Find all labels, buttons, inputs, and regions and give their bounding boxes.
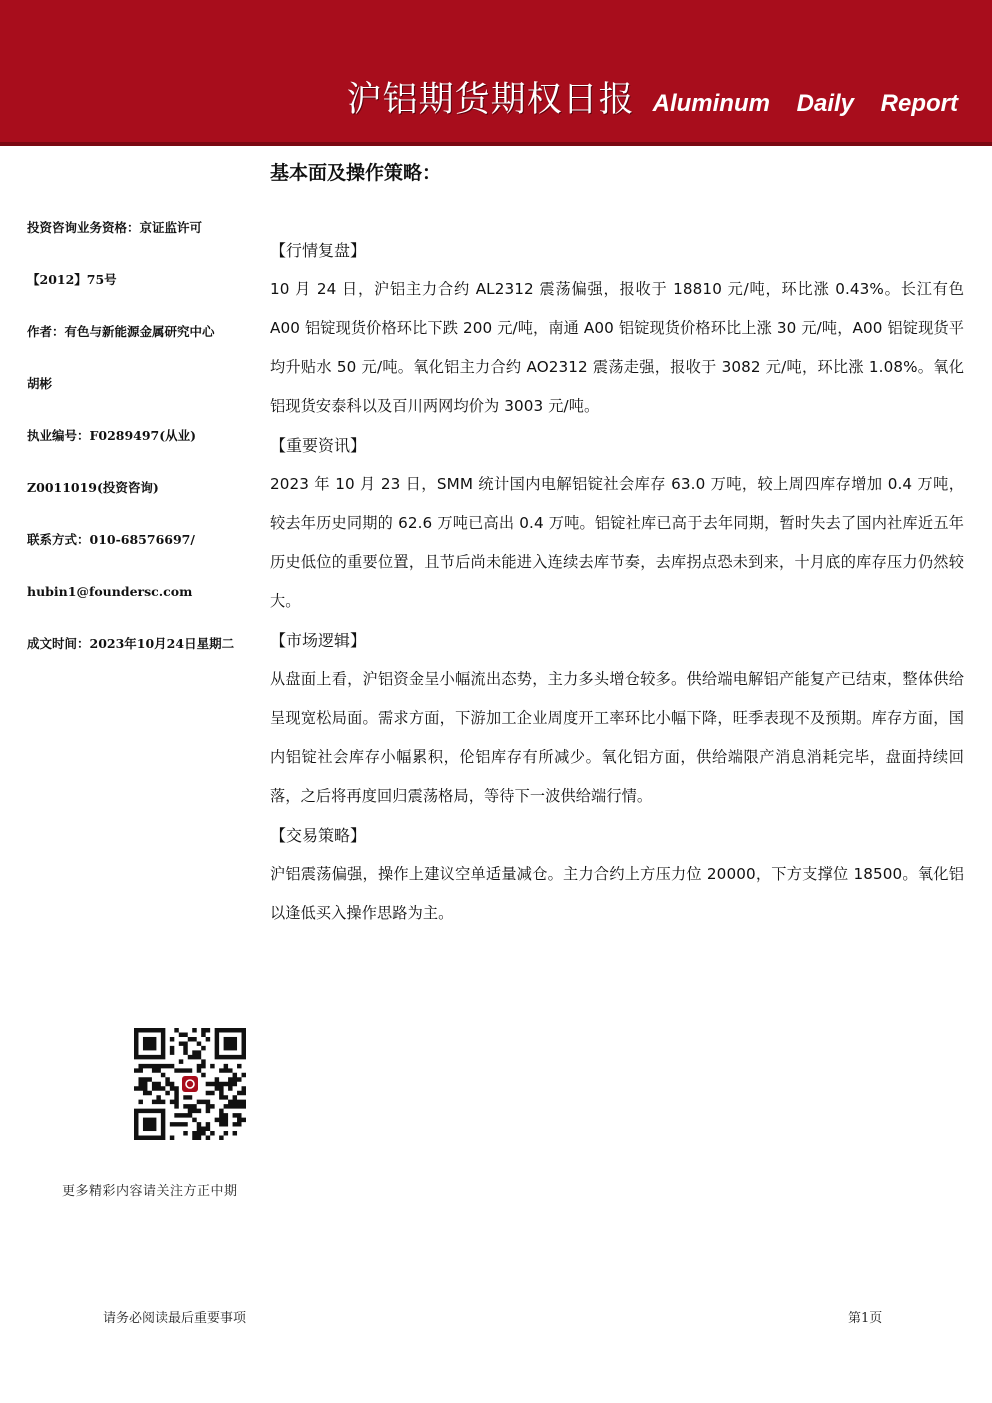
report-header — [0, 0, 992, 142]
block-text: 2023 年 10 月 23 日，SMM 统计国内电解铝锭社会库存 63.0 万吨，较上周四库存增加 0.4 万吨，较去年历史同期的 62.6 万吨已高出 0.4 万吨。铝锭社库已高于去年同期，暂时失去了国内社库近五年历史低位的重要位置，且节后尚未能进入连续去库节奏，去库拐点恐未到来，十月底的库存压力仍然较大。 — [270, 475, 964, 610]
report-title-en: Aluminum Daily Report — [652, 90, 958, 117]
block-title: 【交易策略】 — [270, 826, 367, 845]
block-key-news — [270, 426, 964, 621]
qualification-line-2: 【2012】75号 — [27, 272, 117, 287]
contact-email[interactable]: hubin1@foundersc.com — [27, 584, 193, 599]
page-number: 第1页 — [848, 1311, 883, 1326]
author-info — [27, 218, 267, 686]
report-title-cn: 沪铝期货期权日报 — [346, 80, 635, 120]
block-title: 【重要资讯】 — [270, 436, 367, 455]
qr-caption: 更多精彩内容请关注方正中期 — [62, 1184, 238, 1199]
license-number: 执业编号：F0289497(从业) — [27, 428, 197, 443]
block-text: 从盘面上看，沪铝资金呈小幅流出态势，主力多头增仓较多。供给端电解铝产能复产已结束，整体供给呈现宽松局面。需求方面，下游加工企业周度开工率环比小幅下降，旺季表现不及预期。库存方面，国内铝锭社会库存小幅累积，伦铝库存有所减少。氧化铝方面，供给端限产消息消耗完毕，盘面持续回落，之后将再度回归震荡格局，等待下一波供给端行情。 — [270, 670, 964, 805]
header-divider — [0, 142, 992, 146]
block-text: 沪铝震荡偏强，操作上建议空单适量减仓。主力合约上方压力位 20000，下方支撑位 18500。氧化铝以逢低买入操作思路为主。 — [270, 865, 964, 922]
qualification-line-1: 投资咨询业务资格：京证监许可 — [27, 220, 203, 235]
publish-date: 成文时间：2023年10月24日星期二 — [27, 636, 235, 651]
block-market-logic — [270, 621, 964, 816]
footer-disclaimer-note: 请务必阅读最后重要事项 — [103, 1311, 247, 1326]
consult-number: Z0011019(投资咨询) — [27, 480, 159, 495]
block-title: 【市场逻辑】 — [270, 631, 367, 650]
qr-code-graphic — [134, 1028, 246, 1140]
report-title — [347, 72, 958, 122]
main-content — [270, 155, 964, 933]
block-title: 【行情复盘】 — [270, 241, 367, 260]
contact-phone: 联系方式：010-68576697/ — [27, 532, 195, 547]
author-dept: 作者：有色与新能源金属研究中心 — [27, 324, 215, 339]
block-market-review — [270, 231, 964, 426]
section-title: 基本面及操作策略： — [270, 162, 442, 184]
block-text: 10 月 24 日，沪铝主力合约 AL2312 震荡偏强，报收于 18810 元/吨，环比涨 0.43%。长江有色 A00 铝锭现货价格环比下跌 200 元/吨，南通 A00 铝锭现货价格环比上涨 30 元/吨，A00 铝锭现货平均升贴水 50 元/吨。氧化铝主力合约 AO2312 震荡走强，报收于 3082 元/吨，环比涨 1.08%。氧化铝现货安泰科以及百川两网均价为 3003 元/吨。 — [270, 280, 964, 415]
author-name: 胡彬 — [27, 376, 53, 391]
qr-code-icon[interactable] — [134, 1028, 246, 1140]
block-trade-strategy — [270, 816, 964, 933]
